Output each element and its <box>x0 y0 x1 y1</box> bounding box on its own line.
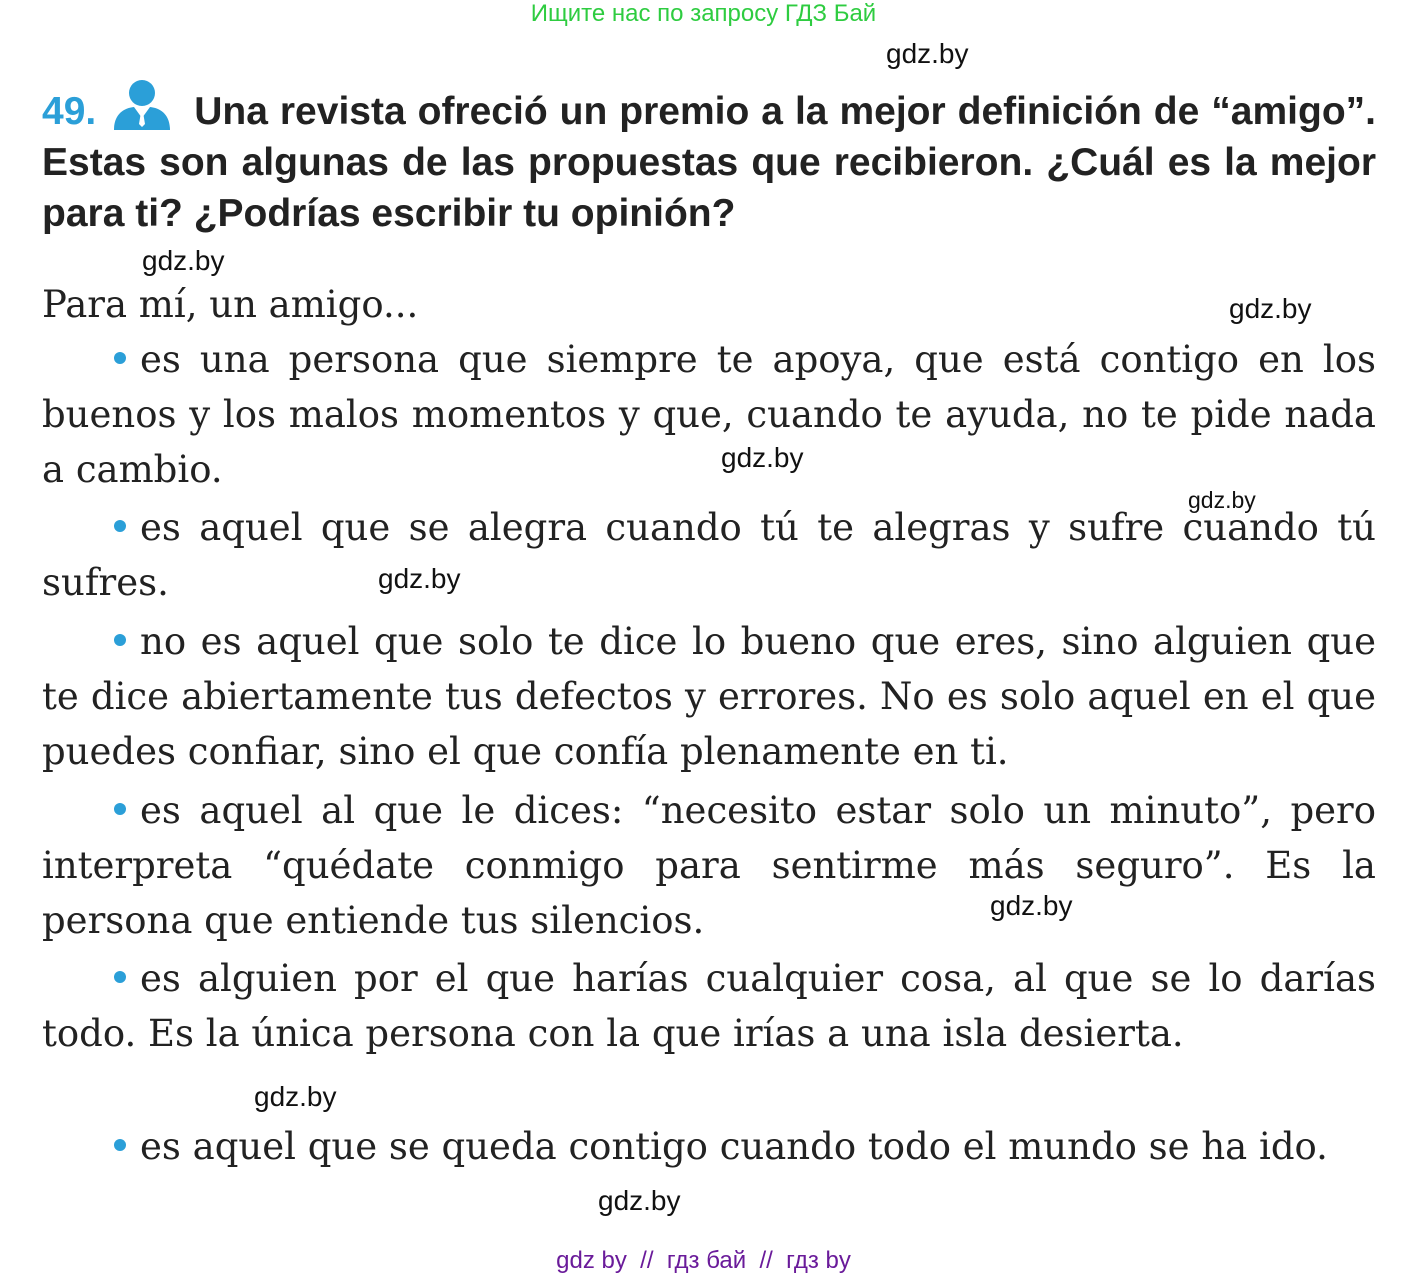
bullet-icon <box>114 803 126 815</box>
item-text: es una persona que siempre te apoya, que está contigo en los buenos y los malos momentos y que, cuando te ayuda, no te pide nada a cambio. <box>42 338 1376 491</box>
watermark: gdz.by <box>378 563 461 594</box>
watermark: gdz.by <box>142 245 225 276</box>
item-text: es aquel al que le dices: “necesito estar solo un minuto”, pero interpreta “quédate conmigo para sentirme más seguro”. Es la persona que entiende tus silencios. <box>42 789 1376 942</box>
list-item <box>42 951 1376 1061</box>
task-text: Una revista ofreció un premio a la mejor definición de “amigo”. Estas son algunas de las propuestas que recibieron. ¿Cuál es la mejor para ti? ¿Podrías escribir tu opinión? <box>42 90 1376 235</box>
item-text: es alguien por el que harías cualquier cosa, al que se lo darías todo. Es la única persona con la que irías a una isla desierta. <box>42 957 1376 1055</box>
watermark: gdz.by <box>721 442 804 473</box>
item-text: es aquel que se queda contigo cuando todo el mundo se ha ido. <box>140 1125 1328 1168</box>
bullet-icon <box>114 520 126 532</box>
bullet-icon <box>114 634 126 646</box>
intro-line: Para mí, un amigo... <box>42 283 419 326</box>
footer-links[interactable]: gdz by // гдз бай // гдз by <box>556 1247 851 1274</box>
task-statement <box>42 78 1376 239</box>
bullet-icon <box>114 971 126 983</box>
list-item <box>42 1119 1376 1174</box>
list-item <box>42 783 1376 948</box>
list-item <box>42 500 1376 610</box>
task-number: 49. <box>42 90 97 133</box>
watermark: gdz.by <box>990 890 1073 921</box>
watermark: gdz.by <box>1188 487 1256 513</box>
item-text: es aquel que se alegra cuando tú te alegras y sufre cuando tú sufres. <box>42 506 1376 604</box>
list-item <box>42 332 1376 497</box>
bullet-icon <box>114 1139 126 1151</box>
watermark: gdz.by <box>254 1081 337 1112</box>
watermark: gdz.by <box>886 38 969 69</box>
watermark: gdz.by <box>598 1185 681 1216</box>
bullet-icon <box>114 352 126 364</box>
item-text: no es aquel que solo te dice lo bueno que eres, sino alguien que te dice abiertamente tus defectos y errores. No es solo aquel en el que puedes confiar, sino el que confía plenamente en ti. <box>42 620 1376 773</box>
search-banner[interactable]: Ищите нас по запросу ГДЗ Бай <box>530 0 877 27</box>
list-item <box>42 614 1376 779</box>
person-icon <box>110 78 174 130</box>
watermark: gdz.by <box>1229 293 1312 324</box>
